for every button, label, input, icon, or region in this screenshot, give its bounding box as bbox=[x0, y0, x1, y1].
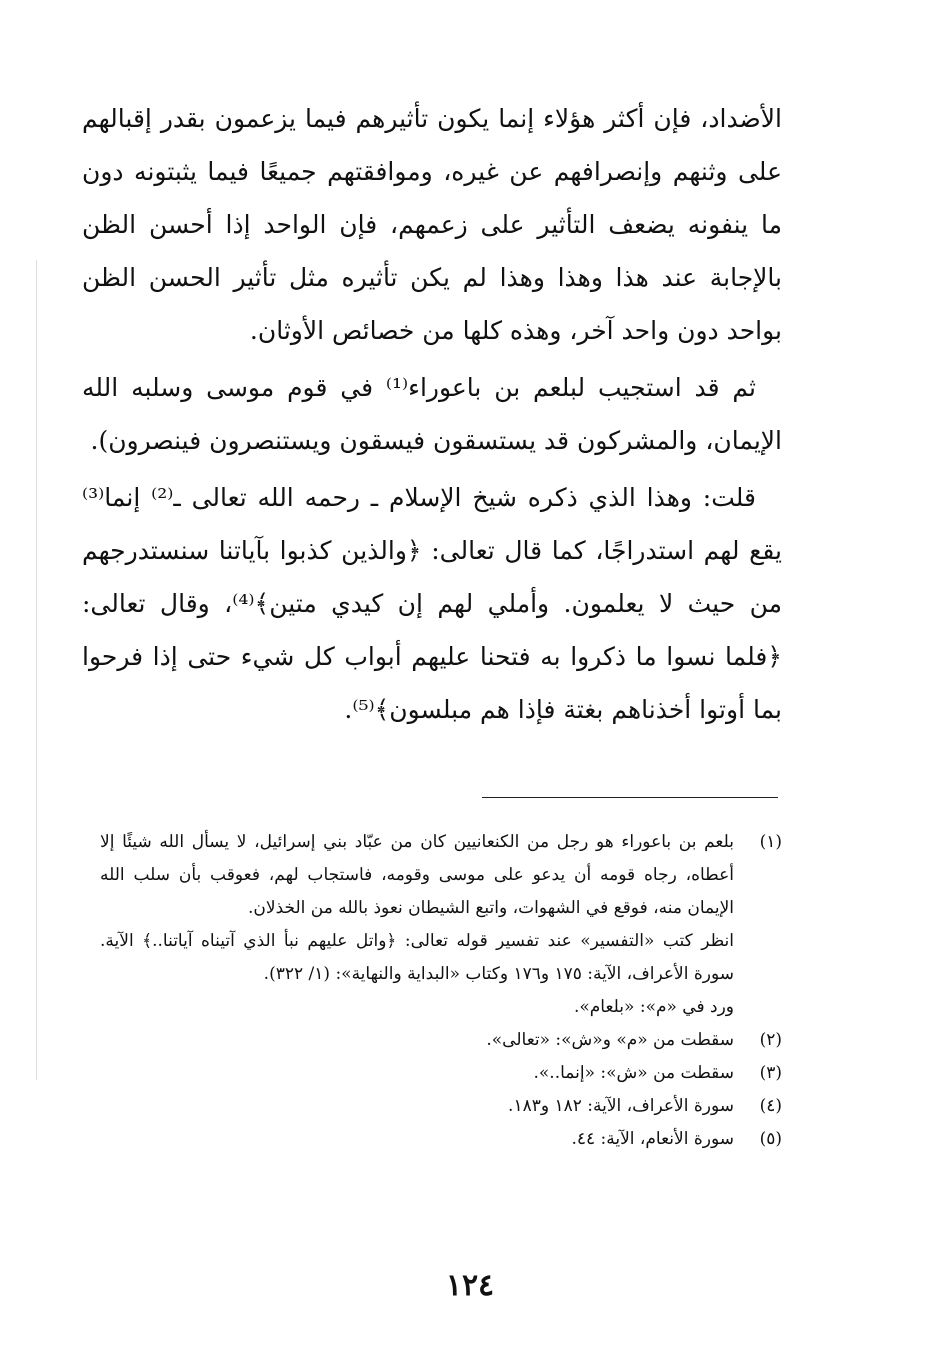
page-number: ١٢٤ bbox=[445, 1268, 495, 1303]
footnote-number: (٥) bbox=[759, 1129, 782, 1149]
footnote-text bbox=[100, 1090, 734, 1123]
footnote-line: سقطت من «م» و«ش»: «تعالى». bbox=[486, 1030, 734, 1050]
footnote-3 bbox=[100, 1057, 782, 1090]
footnote-text bbox=[100, 1057, 734, 1090]
footnote-text bbox=[100, 1024, 734, 1057]
footnote-line: سورة الأنعام، الآية: ٤٤. bbox=[571, 1129, 734, 1149]
footnote-line: بلعم بن باعوراء هو رجل من الكنعانيين كان من عبّاد بني إسرائيل، لا يسأل الله شيئًا إلا أعطاه، رجاه قومه أن يدعو على موسى وقومه، فاستجاب لهم، فعوقب بأن سلب الله الإيمان منه، فوقع في الشهوات، واتبع الشيطان نعوذ بالله من الخذلان. bbox=[100, 832, 734, 918]
footnote-number: (٢) bbox=[759, 1030, 782, 1050]
footnote-separator bbox=[482, 797, 778, 798]
footnote-text bbox=[100, 1123, 734, 1156]
footnote-text bbox=[100, 826, 734, 1024]
footnote-line: سقطت من «ش»: «إنما..». bbox=[533, 1063, 734, 1083]
main-text bbox=[82, 92, 782, 740]
footnote-line: سورة الأعراف، الآية: ١٨٢ و١٨٣. bbox=[508, 1096, 734, 1116]
footnote-5 bbox=[100, 1123, 782, 1156]
footnote-line: ورد في «م»: «بلعام». bbox=[573, 997, 734, 1017]
footnote-4 bbox=[100, 1090, 782, 1123]
footnote-number: (٣) bbox=[759, 1063, 782, 1083]
footnote-2 bbox=[100, 1024, 782, 1057]
footnote-number: (١) bbox=[759, 832, 782, 852]
footnote-number: (٤) bbox=[759, 1096, 782, 1116]
footnote-line: انظر كتب «التفسير» عند تفسير قوله تعالى: ﴿واتل عليهم نبأ الذي آتيناه آياتنا..﴾ الآية. سورة الأعراف، الآية: ١٧٥ و١٧٦ وكتاب «البداية والنهاية»: (١/ ٣٢٢). bbox=[100, 931, 734, 984]
footnote-1 bbox=[100, 826, 782, 1024]
scan-edge-mark bbox=[36, 260, 37, 1080]
body-paragraph: الأضداد، فإن أكثر هؤلاء إنما يكون تأثيرهم فيما يزعمون بقدر إقبالهم على وثنهم وإنصرافهم عن غيره، وموافقتهم جميعًا فيما يثبتونه دون ما ينفونه يضعف التأثير على زعمهم، فإن الواحد إذا أحسن الظن بالإجابة عند هذا وهذا وهذا لم يكن تأثيره مثل تأثير الحسن الظن بواحد دون واحد آخر، وهذه كلها من خصائص الأوثان. bbox=[82, 104, 782, 345]
body-paragraph: ثم قد استجيب لبلعم بن باعوراء⁽¹⁾ في قوم موسى وسلبه الله الإيمان، والمشركون قد يستسقون فيسقون ويستنصرون فينصرون). bbox=[82, 373, 782, 455]
body-paragraph: قلت: وهذا الذي ذكره شيخ الإسلام ـ رحمه الله تعالى ـ⁽²⁾ إنما⁽³⁾ يقع لهم استدراجًا، كما قال تعالى: ﴿والذين كذبوا بآياتنا سنستدرجهم من حيث لا يعلمون. وأملي لهم إن كيدي متين﴾⁽⁴⁾، وقال تعالى: ﴿فلما نسوا ما ذكروا به فتحنا عليهم أبواب كل شيء حتى إذا فرحوا بما أوتوا أخذناهم بغتة فإذا هم مبلسون﴾⁽⁵⁾. bbox=[82, 483, 783, 724]
footnotes bbox=[100, 826, 782, 1156]
